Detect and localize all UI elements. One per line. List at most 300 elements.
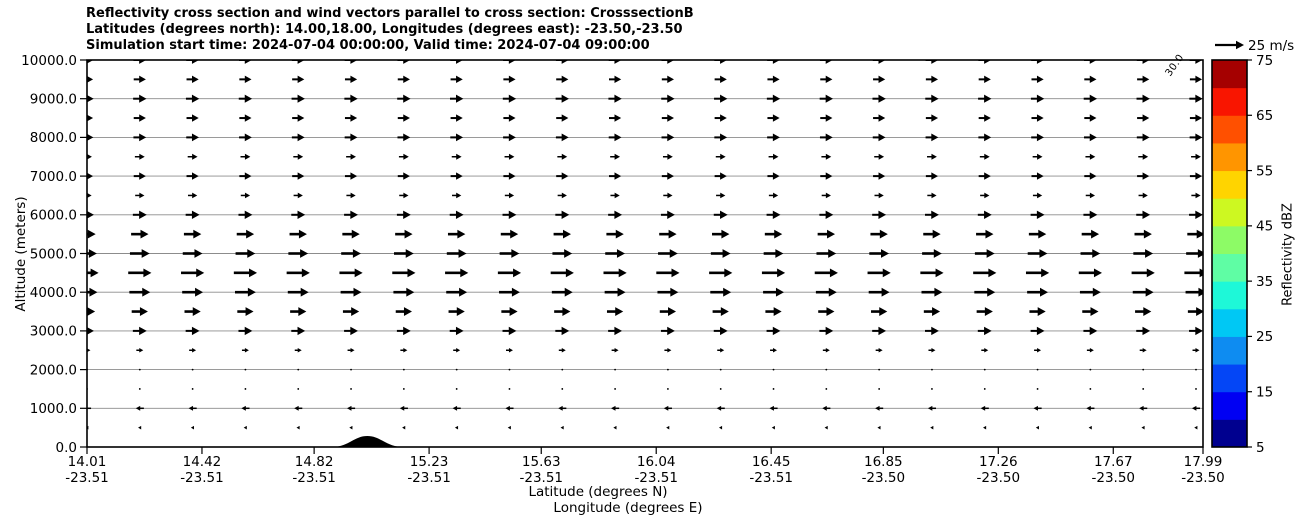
wind-vector-head [984,172,991,179]
wind-vector-head [564,249,572,258]
y-tick-label: 0.0 [55,439,77,456]
y-tick-label: 1000.0 [29,401,77,418]
wind-vector-head [669,230,677,239]
wind-vector-head [774,307,782,316]
wind-vector-dot [773,369,775,371]
wind-vector-head [456,154,461,160]
wind-vector-head [826,307,834,316]
wind-vector-head [984,211,992,219]
wind-vector-head [724,268,732,277]
wind-vector-head [773,193,778,199]
wind-vector-head [668,307,676,316]
wind-vector-head [1195,114,1202,121]
wind-vector-head [616,230,624,239]
wind-vector-head [456,348,460,352]
wind-vector-head [667,154,672,160]
wind-vector-head [403,172,410,179]
wind-vector-head [614,211,622,219]
wind-vector-dot [509,388,511,390]
wind-vector-head [826,154,831,160]
wind-vector-head [1090,76,1097,83]
colorbar-segment [1212,198,1247,226]
wind-vector-head [350,327,358,335]
x-tick-label-lat: 14.42 [182,454,222,470]
wind-vector-head [509,154,514,160]
y-tick-label: 8000.0 [29,130,77,147]
x-tick-label-lat: 14.01 [67,454,107,470]
wind-vector-head [1038,230,1046,239]
wind-vector-head [987,288,995,297]
wind-vector-head [558,406,562,411]
wind-vector-head [877,426,880,430]
wind-vector-head [248,288,256,297]
wind-vector-head [878,211,886,219]
wind-vector-head [773,327,781,335]
wind-vector-head [192,172,199,179]
wind-vector-head [194,249,202,258]
wind-vector-head [1196,154,1201,160]
colorbar-label: Reflectivity dBZ [1280,202,1296,306]
wind-vector-head [139,348,143,352]
wind-vector-head [1143,172,1150,179]
wind-vector-head [350,134,357,142]
wind-vector-head [614,114,621,121]
wind-vector-head [457,230,465,239]
wind-vector-dot [561,369,563,371]
wind-vector-head [1192,406,1196,411]
wind-vector-head [562,193,567,199]
wind-vector-head [246,307,254,316]
wind-vector-head [89,288,97,297]
y-axis-label: Altitude (meters) [13,196,29,312]
wind-vector-head [512,288,520,297]
wind-vector-head [826,134,833,142]
wind-vector-head [139,193,144,199]
wind-vector-head [1086,406,1090,411]
wind-vector-head [880,230,888,239]
wind-vector-dot [245,388,247,390]
wind-vector-head [351,307,359,316]
wind-vector-head [1141,426,1144,430]
wind-vector-head [249,268,257,277]
wind-vector-head [1041,268,1049,277]
y-tick-label: 9000.0 [29,91,77,108]
wind-vector-head [717,406,721,411]
wind-vector-head [298,327,306,335]
wind-vector-dot [403,369,405,371]
wind-vector-head [1143,154,1148,160]
wind-vector-dot [825,369,827,371]
wind-vector-head [984,327,992,335]
wind-vector-head [192,193,197,199]
wind-vector-head [298,348,302,352]
wind-vector-head [984,348,988,352]
wind-vector-head [89,249,97,258]
wind-vector-head [670,249,678,258]
wind-vector-dot [667,388,669,390]
wind-vector-head [985,230,993,239]
wind-vector-head [1037,172,1044,179]
colorbar-tick-label: 55 [1256,163,1274,180]
wind-vector-head [142,288,150,297]
wind-vector-head [456,95,463,103]
wind-vector-head [772,426,775,430]
wind-vector-head [562,154,567,160]
wind-vector-dot [192,369,194,371]
wind-vector-head [615,307,623,316]
colorbar-tick-label: 15 [1256,384,1274,401]
wind-vector-dot [139,369,141,371]
wind-vector-head [1090,348,1094,352]
wind-vector-head [721,230,729,239]
wind-vector-head [984,76,991,83]
wind-vector-head [1143,348,1147,352]
wind-vector-head [457,307,465,316]
terrain-profile [334,436,401,447]
wind-vector-head [881,249,889,258]
wind-vector-head [875,406,879,411]
wind-vector-head [1037,76,1044,83]
colorbar-tick-label: 45 [1256,218,1274,235]
wind-vector-head [1094,268,1102,277]
wind-vector-head [879,172,886,179]
wind-vector-dot [1195,369,1197,371]
wind-vector-head [826,114,833,121]
wind-vector-head [351,154,356,160]
x-tick-label-lat: 17.99 [1183,454,1223,470]
wind-vector-head [777,268,785,277]
wind-vector-head [403,154,408,160]
colorbar-segment [1212,88,1247,116]
x-tick-label-lat: 15.63 [521,454,561,470]
wind-vector-head [1090,114,1097,121]
wind-vector-head [1142,211,1150,219]
wind-vector-head [510,307,518,316]
wind-vector-head [298,95,305,103]
wind-vector-head [1196,193,1201,199]
wind-vector-head [509,348,513,352]
wind-vector-head [139,211,147,219]
wind-vector-head [614,95,621,103]
wind-vector-head [245,114,252,121]
wind-vector-head [615,193,620,199]
wind-vector-head [459,288,467,297]
wind-vector-head [562,307,570,316]
wind-vector-head [192,134,199,142]
wind-vector-head [1195,134,1202,142]
wind-vector-dot [561,388,563,390]
wind-vector-head [456,134,463,142]
wind-vector-head [1040,288,1048,297]
wind-vector-head [723,288,731,297]
wind-vector-head [667,76,674,83]
wind-vector-head [511,249,519,258]
wind-vector-head [139,76,146,83]
wind-vector-head [136,406,140,411]
chart-title-block [86,6,694,55]
wind-vector-head [245,154,250,160]
wind-vector-head [1092,249,1100,258]
wind-vector-head [459,249,467,258]
wind-vector-head [403,114,410,121]
wind-vector-head [1147,268,1155,277]
wind-vector-head [720,193,725,199]
wind-vector-head [350,172,357,179]
wind-vector-head [245,172,252,179]
wind-vector-head [355,268,363,277]
wind-vector-head [719,426,722,430]
wind-vector-head [983,426,986,430]
wind-vector-head [826,95,833,103]
wind-vector-dot [931,388,933,390]
wind-vector-head [562,76,569,83]
wind-vector-head [773,134,780,142]
wind-vector-head [453,406,457,411]
wind-vector-head [613,426,616,430]
wind-vector-head [1037,211,1045,219]
wind-vector-head [192,95,199,103]
wind-vector-field [75,56,1207,429]
wind-vector-head [931,193,936,199]
wind-vector-head [984,114,991,121]
wind-vector-head [139,327,147,335]
wind-vector-head [298,172,305,179]
wind-vector-head [1144,230,1152,239]
x-tick-label-lon: -23.51 [292,470,336,486]
wind-vector-dot [825,388,827,390]
wind-vector-head [87,307,95,316]
x-tick-label-lat: 14.82 [294,454,334,470]
wind-vector-dot [456,388,458,390]
wind-vector-head [984,193,989,199]
wind-vector-head [406,249,414,258]
x-axis-ticks [65,447,1225,486]
wind-vector-dot [1089,388,1091,390]
wind-vector-head [879,307,887,316]
wind-vector-dot [614,369,616,371]
wind-vector-head [298,114,305,121]
wind-vector-head [614,327,622,335]
wind-vector-head [407,268,415,277]
wind-vector-head [509,114,516,121]
wind-vector-head [774,230,782,239]
wind-vector-head [460,268,468,277]
wind-vector-head [667,95,674,103]
wind-vector-head [1036,426,1039,430]
wind-vector-head [195,288,203,297]
wind-vector-head [1195,95,1202,103]
y-tick-label: 7000.0 [29,168,77,185]
wind-vector-head [403,95,410,103]
x-tick-label-lat: 16.85 [864,454,903,470]
wind-vector-head [1090,134,1097,142]
wind-vector-head [509,76,516,83]
wind-vector-head [776,288,784,297]
wind-vector-head [773,172,780,179]
wind-vector-dot [667,369,669,371]
wind-vector-head [667,114,674,121]
wind-vector-head [981,406,985,411]
x-tick-label-lat: 16.04 [636,454,676,470]
wind-vector-head [931,172,938,179]
wind-vector-head [298,134,305,142]
wind-vector-head [667,348,671,352]
wind-vector-dot [297,388,299,390]
wind-vector-head [298,76,305,83]
wind-vector-head [611,406,615,411]
wind-vector-head [932,307,940,316]
wind-vector-dot [1195,388,1197,390]
wind-vector-head [562,172,569,179]
wind-vector-head [1037,193,1042,199]
wind-vector-head [403,348,407,352]
wind-vector-head [1143,134,1150,142]
wind-vector-head [1195,348,1199,352]
wind-vector-head [827,230,835,239]
wind-vector-dot [931,369,933,371]
wind-vector-head [1198,249,1206,258]
colorbar [1212,53,1273,456]
wind-vector-head [984,134,991,142]
wind-vector-head [508,426,511,430]
wind-vector-head [826,76,833,83]
wind-vector-head [667,211,675,219]
wind-vector-head [298,193,303,199]
wind-vector-head [879,154,884,160]
wind-vector-head [826,211,834,219]
chart-title-line-1: Reflectivity cross section and wind vectors parallel to cross section: CrosssectionB [86,6,694,21]
wind-vector-dot [1037,388,1039,390]
y-tick-label: 4000.0 [29,285,77,301]
wind-vector-head [614,134,621,142]
wind-vector-head [615,348,619,352]
wind-vector-head [510,230,518,239]
reference-arrow-label: 25 m/s [1248,38,1295,54]
wind-vector-head [773,348,777,352]
colorbar-tick-label: 75 [1256,52,1274,69]
wind-vector-dot [773,388,775,390]
wind-vector-head [1093,288,1101,297]
wind-vector-dot [139,388,141,390]
x-tick-label-lon: -23.50 [1091,470,1136,486]
wind-vector-head [618,288,626,297]
wind-vector-head [936,268,944,277]
wind-vector-head [298,307,306,316]
wind-vector-head [934,249,942,258]
wind-vector-head [403,193,408,199]
x-axis-label-latitude: Latitude (degrees N) [528,484,668,500]
wind-vector-head [1037,95,1044,103]
wind-vector-head [617,249,625,258]
wind-vector-head [301,288,309,297]
y-tick-label: 3000.0 [29,323,77,340]
wind-vector-dot [192,388,194,390]
wind-vector-head [720,211,728,219]
wind-vector-head [402,426,405,430]
x-tick-label-lon: -23.50 [976,470,1021,486]
wind-vector-head [931,327,939,335]
x-tick-label-lon: -23.50 [861,470,906,486]
wind-vector-head [505,406,509,411]
wind-vector-head [1143,193,1148,199]
wind-vector-head [667,327,675,335]
wind-vector-head [879,76,886,83]
wind-vector-head [1090,211,1098,219]
wind-vector-dot [297,369,299,371]
wind-vector-head [664,406,668,411]
wind-vector-head [1195,76,1202,83]
wind-vector-head [931,76,938,83]
wind-vector-dot [1037,369,1039,371]
wind-vector-head [614,76,621,83]
wind-vector-head [140,307,148,316]
colorbar-segment [1212,60,1247,88]
wind-vector-dot [350,369,352,371]
wind-vector-head [138,426,141,430]
wind-vector-head [300,249,308,258]
wind-vector-head [930,426,933,430]
x-tick-label-lat: 17.26 [978,454,1018,470]
wind-vector-head [298,154,303,160]
wind-vector-head [456,76,463,83]
wind-vector-head [826,172,833,179]
wind-vector-head [1143,307,1151,316]
wind-vector-head [1195,172,1202,179]
wind-vector-head [246,230,254,239]
wind-vector-head [509,95,516,103]
wind-vector-head [878,95,885,103]
wind-vector-head [298,211,306,219]
x-tick-label-lon: -23.51 [749,470,793,486]
wind-vector-head [244,426,247,430]
wind-vector-head [245,193,250,199]
wind-vector-dot [350,388,352,390]
wind-vector-head [139,95,146,103]
wind-vector-head [245,76,252,83]
colorbar-segment [1212,364,1247,392]
wind-vector-head [88,230,96,239]
reference-arrow-head [1236,41,1244,49]
wind-vector-head [773,211,781,219]
wind-vector-head [984,154,989,160]
wind-vector-head [1034,406,1038,411]
wind-vector-head [139,154,144,160]
wind-vector-head [830,268,838,277]
wind-vector-head [294,406,298,411]
wind-vector-head [350,114,357,121]
wind-vector-head [509,134,516,142]
wind-vector-head [561,426,564,430]
wind-vector-dot [720,369,722,371]
wind-vector-head [934,288,942,297]
x-tick-label-lon: -23.51 [180,470,224,486]
colorbar-segment [1212,226,1247,254]
wind-vector-head [141,230,149,239]
wind-vector-head [769,406,773,411]
wind-vector-head [1090,193,1095,199]
colorbar-segment [1212,281,1247,309]
wind-vector-head [1139,406,1143,411]
wind-vector-head [1143,114,1150,121]
wind-vector-head [241,406,245,411]
wind-vector-head [562,348,566,352]
wind-vector-head [562,114,569,121]
wind-vector-head [139,172,146,179]
wind-vector-head [405,230,413,239]
wind-vector-head [720,327,728,335]
wind-vector-head [245,211,253,219]
wind-vector-head [509,172,516,179]
